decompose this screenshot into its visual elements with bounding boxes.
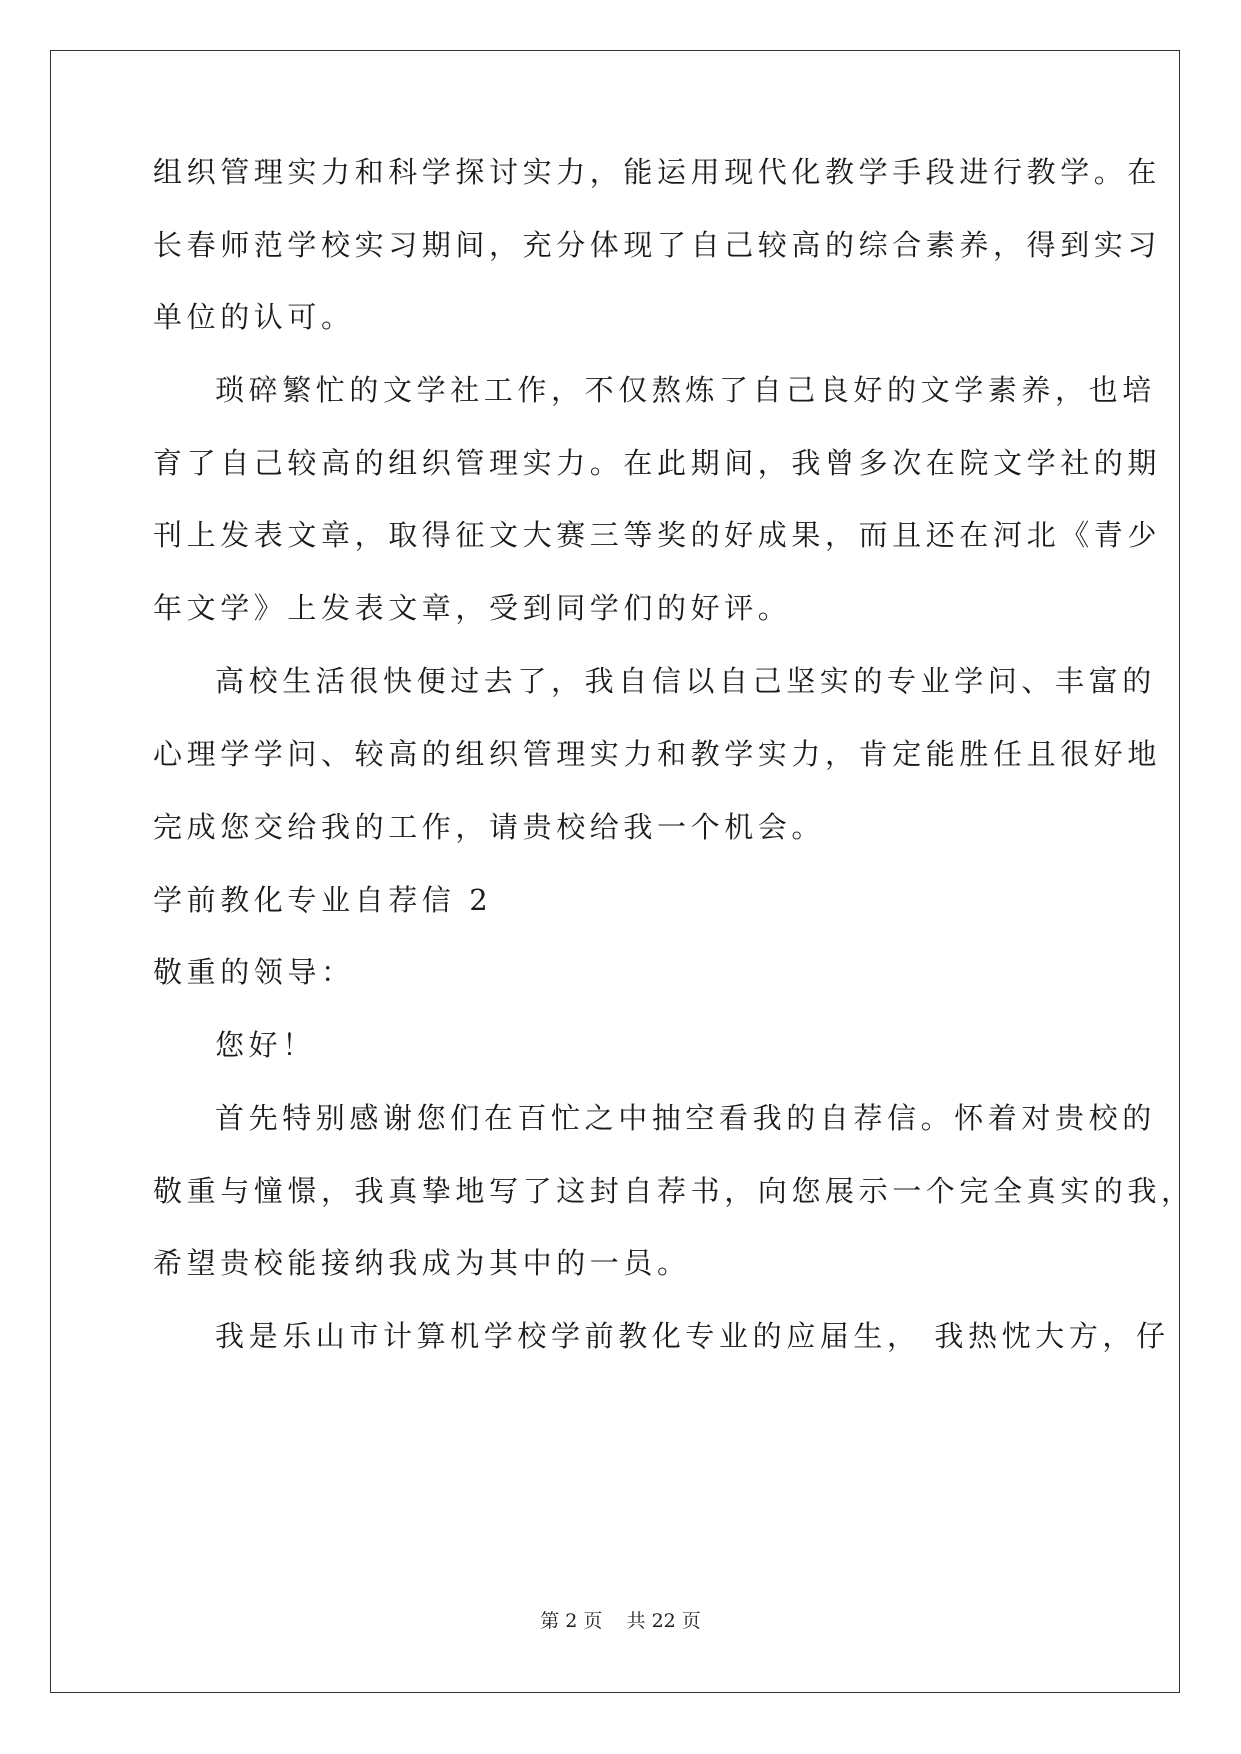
section-heading: 学前教化专业自荐信 2 [153, 883, 493, 917]
greeting: 您好！ [215, 1028, 316, 1062]
page-number-footer: 第 2 页 共 22 页 [540, 1610, 701, 1632]
body-line: 敬重与憧憬，我真挚地写了这封自荐书，向您展示一个完全真实的我， [153, 1174, 1195, 1208]
paragraph-start: 高校生活很快便过去了，我自信以自己坚实的专业学问、丰富的 [215, 664, 1156, 698]
body-line: 希望贵校能接纳我成为其中的一员。 [153, 1246, 691, 1280]
body-line: 年文学》上发表文章，受到同学们的好评。 [153, 591, 792, 625]
body-line: 完成您交给我的工作，请贵校给我一个机会。 [153, 810, 826, 844]
body-line: 心理学学问、较高的组织管理实力和教学实力，肯定能胜任且很好地 [153, 737, 1162, 771]
body-line: 长春师范学校实习期间，充分体现了自己较高的综合素养，得到实习 [153, 228, 1162, 262]
paragraph-start: 琐碎繁忙的文学社工作，不仅熬炼了自己良好的文学素养，也培 [215, 373, 1156, 407]
body-line: 刊上发表文章，取得征文大赛三等奖的好成果，而且还在河北《青少 [153, 518, 1162, 552]
body-line: 育了自己较高的组织管理实力。在此期间，我曾多次在院文学社的期 [153, 446, 1162, 480]
body-line: 组织管理实力和科学探讨实力，能运用现代化教学手段进行教学。在 [153, 155, 1162, 189]
paragraph-start: 我是乐山市计算机学校学前教化专业的应届生， 我热忱大方，仔 [215, 1319, 1170, 1353]
body-line: 单位的认可。 [153, 300, 355, 334]
salutation: 敬重的领导： [153, 955, 355, 989]
paragraph-start: 首先特别感谢您们在百忙之中抽空看我的自荐信。怀着对贵校的 [215, 1101, 1156, 1135]
